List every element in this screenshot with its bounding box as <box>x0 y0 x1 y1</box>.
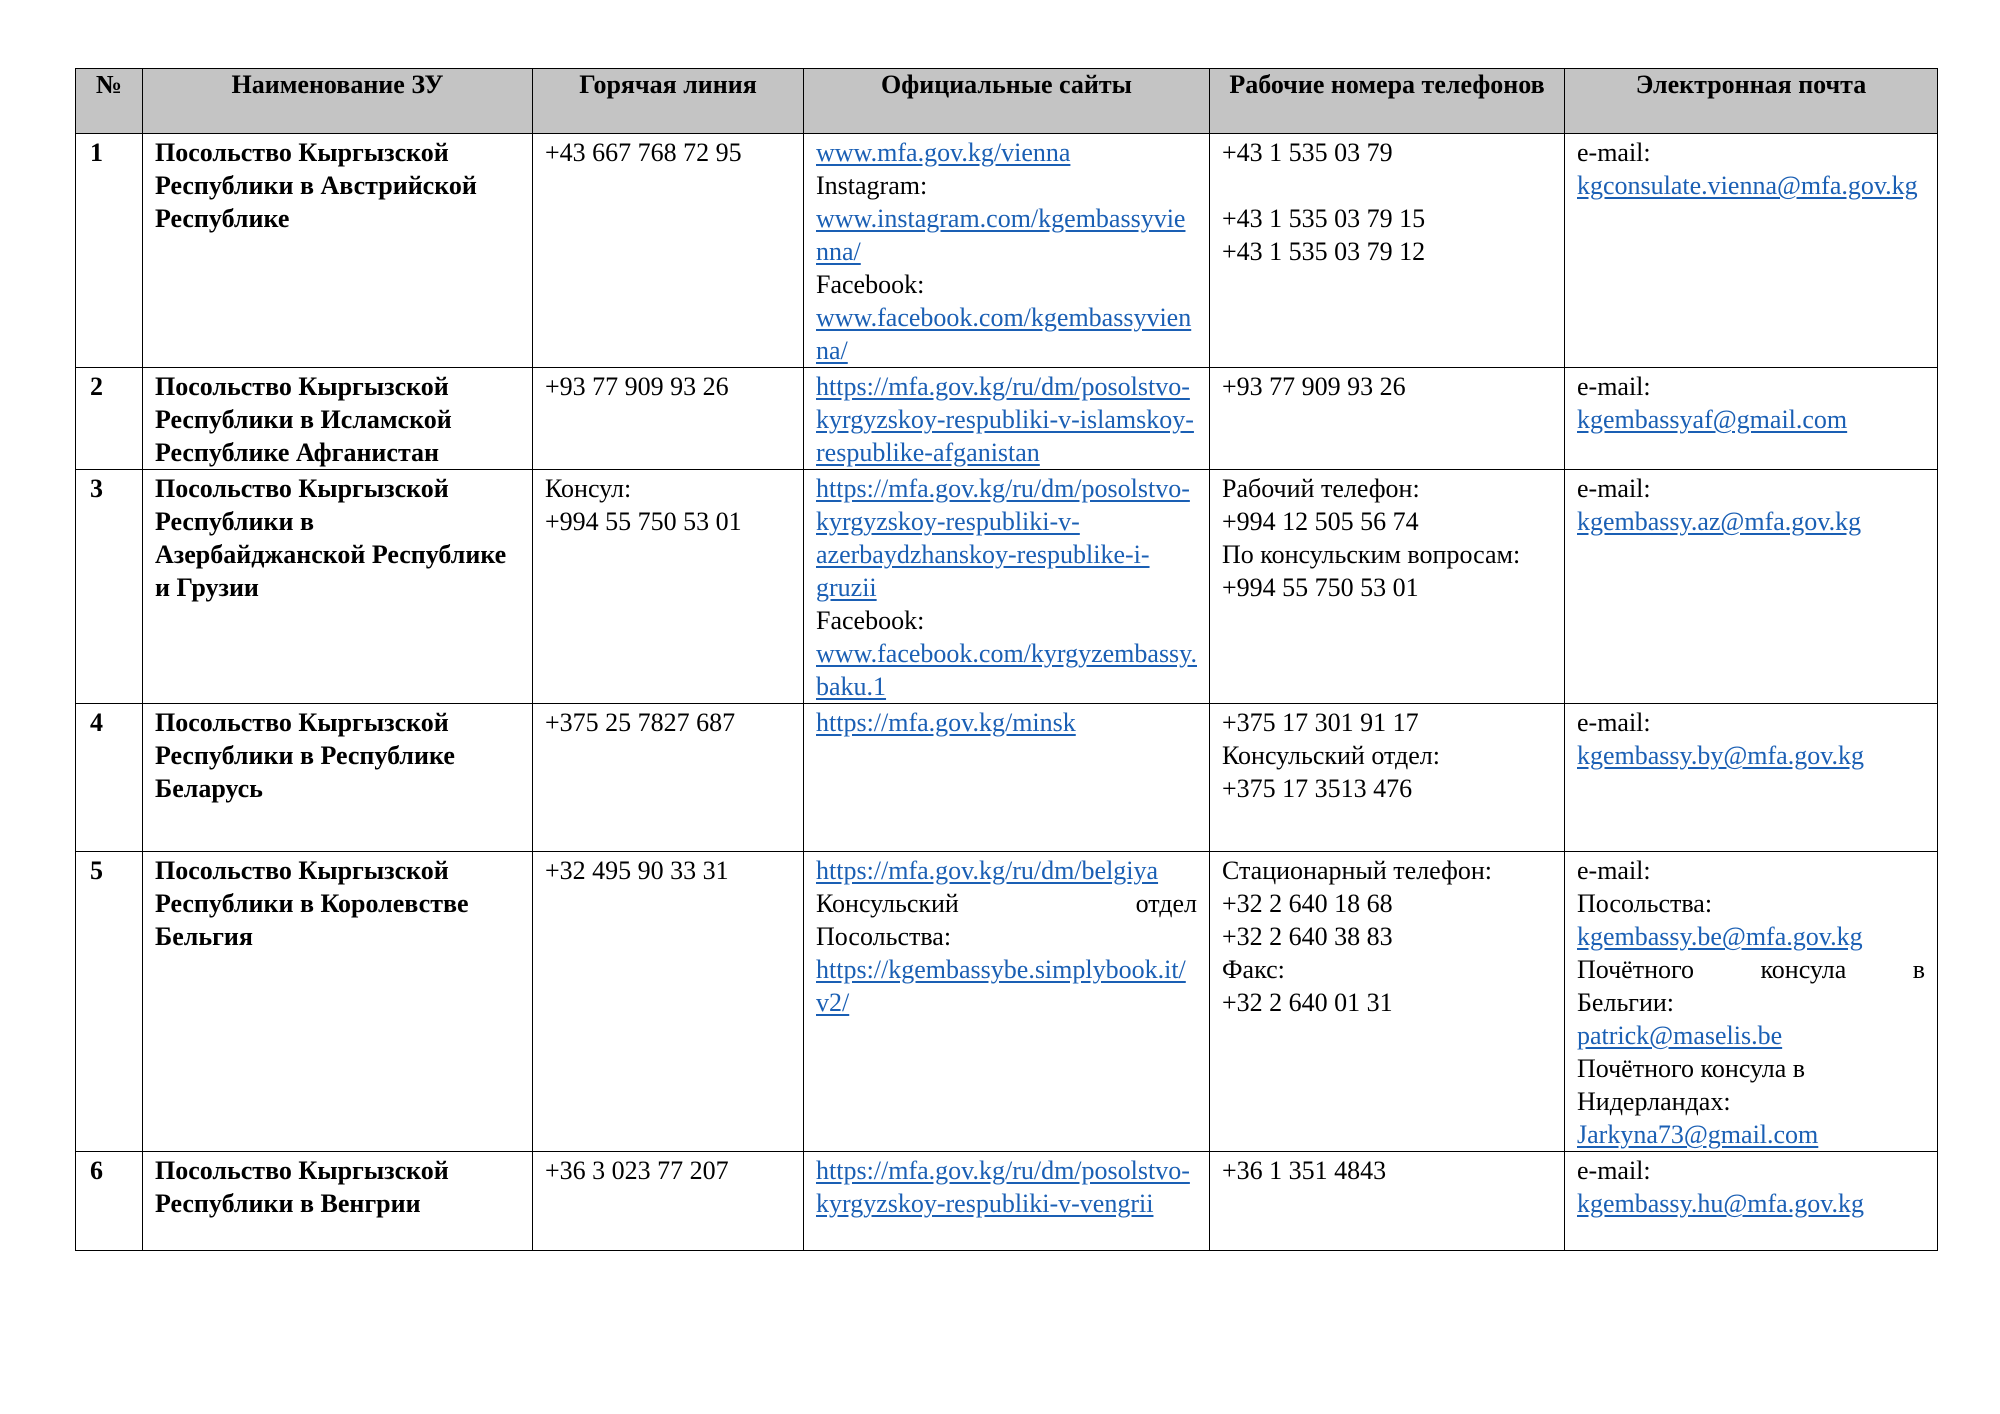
row-email <box>1565 368 1938 470</box>
header-hotline: Горячая линия <box>533 69 804 134</box>
site-link[interactable]: https://mfa.gov.kg/ru/dm/posolstvo-kyrgyzskoy-respubliki-v-azerbaydzhanskoy-respublike-i-gruzii <box>816 474 1190 602</box>
phone-label: Рабочий телефон: <box>1222 474 1420 503</box>
row-name: Посольство Кыргызской Республики в Республике Беларусь <box>143 704 533 852</box>
phone-number: +994 55 750 53 01 <box>1222 573 1419 602</box>
email-sublabel: Почётного консула в Нидерландах: <box>1577 1054 1806 1116</box>
row-num: 5 <box>76 852 143 1152</box>
row-hotline: +93 77 909 93 26 <box>533 368 804 470</box>
row-phones <box>1210 704 1565 852</box>
label-word: отдел <box>1135 889 1197 918</box>
site-link[interactable]: https://mfa.gov.kg/ru/dm/belgiya <box>816 856 1159 885</box>
table-row <box>76 704 1938 852</box>
row-name: Посольство Кыргызской Республики в Исламской Республике Афганистан <box>143 368 533 470</box>
row-hotline: +375 25 7827 687 <box>533 704 804 852</box>
header-email: Электронная почта <box>1565 69 1938 134</box>
site-label: Facebook: <box>816 270 925 299</box>
email-link[interactable]: kgembassy.be@mfa.gov.kg <box>1577 922 1863 951</box>
site-label: Facebook: <box>816 606 925 635</box>
row-num: 2 <box>76 368 143 470</box>
row-hotline: +43 667 768 72 95 <box>533 134 804 368</box>
row-phones <box>1210 134 1565 368</box>
row-num: 3 <box>76 470 143 704</box>
phone-number: +32 2 640 38 83 <box>1222 922 1393 951</box>
table-row <box>76 852 1938 1152</box>
row-hotline: +32 495 90 33 31 <box>533 852 804 1152</box>
email-sublabel: Посольства: <box>1577 889 1713 918</box>
spacer <box>1222 169 1552 202</box>
row-sites <box>804 852 1210 1152</box>
honorary-consul-label <box>1577 953 1925 986</box>
site-link[interactable]: https://mfa.gov.kg/minsk <box>816 708 1076 737</box>
email-label: e-mail: <box>1577 1156 1651 1185</box>
row-phones <box>1210 852 1565 1152</box>
phone-label: Консульский отдел: <box>1222 741 1440 770</box>
consular-dept-label <box>816 887 1197 920</box>
instagram-link[interactable]: www.instagram.com/kgembassyvienna/ <box>816 204 1186 266</box>
row-num: 4 <box>76 704 143 852</box>
email-link[interactable]: Jarkyna73@gmail.com <box>1577 1120 1819 1149</box>
row-email <box>1565 704 1938 852</box>
row-sites <box>804 134 1210 368</box>
email-label: e-mail: <box>1577 856 1651 885</box>
row-sites <box>804 704 1210 852</box>
site-link[interactable]: https://mfa.gov.kg/ru/dm/posolstvo-kyrgyzskoy-respubliki-v-vengrii <box>816 1156 1190 1218</box>
header-name: Наименование ЗУ <box>143 69 533 134</box>
email-label: e-mail: <box>1577 474 1651 503</box>
email-link[interactable]: kgconsulate.vienna@mfa.gov.kg <box>1577 171 1918 200</box>
row-phones <box>1210 1152 1565 1251</box>
row-name: Посольство Кыргызской Республики в Венгрии <box>143 1152 533 1251</box>
phone-number: +375 17 301 91 17 <box>1222 708 1419 737</box>
booking-link[interactable]: https://kgembassybe.simplybook.it/v2/ <box>816 955 1186 1017</box>
header-sites: Официальные сайты <box>804 69 1210 134</box>
row-name: Посольство Кыргызской Республики в Австрийской Республике <box>143 134 533 368</box>
site-link[interactable]: https://mfa.gov.kg/ru/dm/posolstvo-kyrgyzskoy-respubliki-v-islamskoy-respublike-afganistan <box>816 372 1194 467</box>
table-row <box>76 134 1938 368</box>
email-link[interactable]: kgembassyaf@gmail.com <box>1577 405 1848 434</box>
row-email <box>1565 470 1938 704</box>
row-phones <box>1210 368 1565 470</box>
email-link[interactable]: patrick@maselis.be <box>1577 1021 1783 1050</box>
table-row <box>76 368 1938 470</box>
row-hotline <box>533 470 804 704</box>
email-sublabel: Бельгии: <box>1577 988 1675 1017</box>
row-name: Посольство Кыргызской Республики в Азербайджанской Республике и Грузии <box>143 470 533 704</box>
document-page <box>75 68 1937 1251</box>
site-link[interactable]: www.mfa.gov.kg/vienna <box>816 138 1071 167</box>
fax-number: +32 2 640 01 31 <box>1222 988 1393 1017</box>
header-num: № <box>76 69 143 134</box>
row-sites <box>804 470 1210 704</box>
phone-number: +36 1 351 4843 <box>1222 1156 1387 1185</box>
row-email <box>1565 1152 1938 1251</box>
phone-number: +32 2 640 18 68 <box>1222 889 1393 918</box>
embassy-contacts-table <box>75 68 1938 1251</box>
facebook-link[interactable]: www.facebook.com/kgembassyvienna/ <box>816 303 1192 365</box>
label-word: консула <box>1760 955 1847 984</box>
phone-number: +994 12 505 56 74 <box>1222 507 1419 536</box>
email-label: e-mail: <box>1577 372 1651 401</box>
phone-number: +43 1 535 03 79 <box>1222 138 1393 167</box>
fax-label: Факс: <box>1222 955 1285 984</box>
email-label: e-mail: <box>1577 138 1651 167</box>
hotline-number: +994 55 750 53 01 <box>545 507 742 536</box>
label-word: Почётного <box>1577 955 1695 984</box>
email-link[interactable]: kgembassy.by@mfa.gov.kg <box>1577 741 1865 770</box>
phone-number: +93 77 909 93 26 <box>1222 372 1406 401</box>
table-row <box>76 1152 1938 1251</box>
row-sites <box>804 1152 1210 1251</box>
row-sites <box>804 368 1210 470</box>
email-link[interactable]: kgembassy.hu@mfa.gov.kg <box>1577 1189 1865 1218</box>
table-row <box>76 470 1938 704</box>
facebook-link[interactable]: www.facebook.com/kyrgyzembassy.baku.1 <box>816 639 1197 701</box>
row-name: Посольство Кыргызской Республики в Королевстве Бельгия <box>143 852 533 1152</box>
row-email <box>1565 134 1938 368</box>
phone-label: Стационарный телефон: <box>1222 856 1493 885</box>
table-header-row <box>76 69 1938 134</box>
hotline-label: Консул: <box>545 474 632 503</box>
email-label: e-mail: <box>1577 708 1651 737</box>
phone-label: По консульским вопросам: <box>1222 540 1521 569</box>
phone-number: +43 1 535 03 79 15 <box>1222 204 1426 233</box>
email-link[interactable]: kgembassy.az@mfa.gov.kg <box>1577 507 1862 536</box>
site-label: Instagram: <box>816 171 928 200</box>
site-label: Посольства: <box>816 922 952 951</box>
phone-number: +43 1 535 03 79 12 <box>1222 237 1426 266</box>
row-num: 6 <box>76 1152 143 1251</box>
header-phones: Рабочие номера телефонов <box>1210 69 1565 134</box>
row-num: 1 <box>76 134 143 368</box>
label-word: Консульский <box>816 889 959 918</box>
label-word: в <box>1912 955 1925 984</box>
row-hotline: +36 3 023 77 207 <box>533 1152 804 1251</box>
row-phones <box>1210 470 1565 704</box>
phone-number: +375 17 3513 476 <box>1222 774 1413 803</box>
row-email <box>1565 852 1938 1152</box>
